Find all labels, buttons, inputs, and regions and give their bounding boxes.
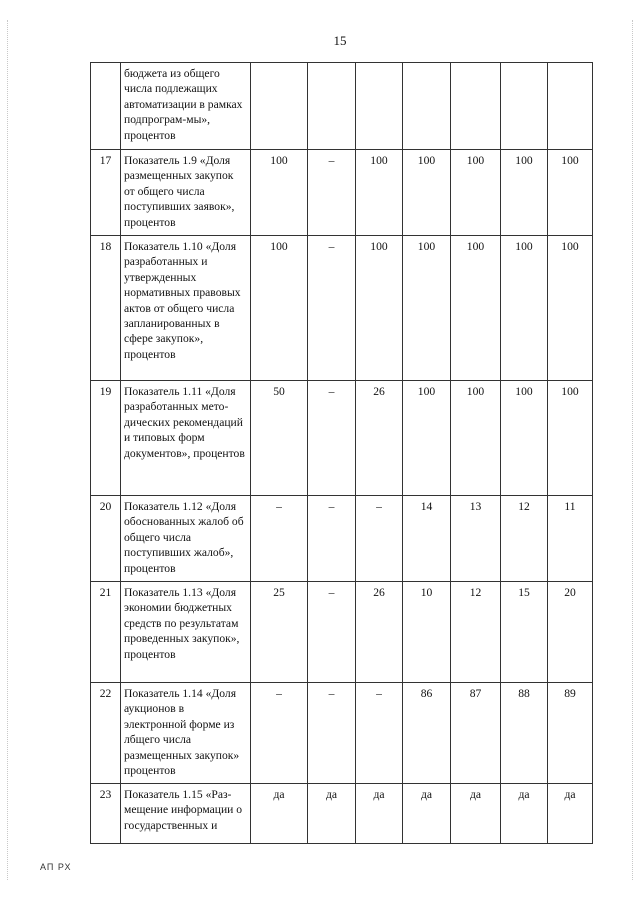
indicators-table bbox=[90, 62, 593, 844]
indicator-name: Показатель 1.10 «Доля разработанных и утвержденных нормативных правовых актов от общего числа запланированных в сфере закупок», процентов bbox=[121, 236, 251, 381]
value-cell: – bbox=[251, 683, 308, 784]
value-cell: да bbox=[501, 784, 548, 844]
value-cell: 20 bbox=[548, 582, 593, 683]
value-cell: 86 bbox=[403, 683, 451, 784]
value-cell: 14 bbox=[403, 496, 451, 582]
value-cell: 100 bbox=[451, 236, 501, 381]
value-cell: – bbox=[308, 381, 356, 496]
value-cell: – bbox=[308, 496, 356, 582]
value-cell: 100 bbox=[403, 150, 451, 236]
row-number: 18 bbox=[91, 236, 121, 381]
indicator-name: Показатель 1.15 «Раз-мещение информации о государственных и bbox=[121, 784, 251, 844]
row-number: 19 bbox=[91, 381, 121, 496]
value-cell bbox=[308, 63, 356, 150]
indicator-name: Показатель 1.14 «Доля аукционов в электронной форме из лбщего числа размещенных закупок» процентов bbox=[121, 683, 251, 784]
value-cell: 25 bbox=[251, 582, 308, 683]
value-cell: 89 bbox=[548, 683, 593, 784]
value-cell: 88 bbox=[501, 683, 548, 784]
value-cell: 100 bbox=[501, 381, 548, 496]
value-cell: 11 bbox=[548, 496, 593, 582]
value-cell: – bbox=[356, 496, 403, 582]
value-cell: да bbox=[548, 784, 593, 844]
indicator-name: Показатель 1.12 «Доля обоснованных жалоб об общего числа поступивших жалоб», процентов bbox=[121, 496, 251, 582]
table-row bbox=[91, 63, 593, 150]
value-cell: 12 bbox=[451, 582, 501, 683]
value-cell: 100 bbox=[251, 150, 308, 236]
value-cell: 100 bbox=[356, 150, 403, 236]
table-row bbox=[91, 381, 593, 496]
table-row bbox=[91, 496, 593, 582]
value-cell: – bbox=[308, 683, 356, 784]
value-cell: 100 bbox=[403, 236, 451, 381]
value-cell: да bbox=[356, 784, 403, 844]
value-cell: 100 bbox=[451, 150, 501, 236]
row-number: 17 bbox=[91, 150, 121, 236]
right-margin-line bbox=[632, 20, 633, 880]
value-cell: 100 bbox=[501, 236, 548, 381]
footer-stamp: АП РХ bbox=[40, 862, 72, 872]
value-cell: 12 bbox=[501, 496, 548, 582]
row-number: 21 bbox=[91, 582, 121, 683]
value-cell bbox=[451, 63, 501, 150]
value-cell: да bbox=[403, 784, 451, 844]
value-cell: 100 bbox=[403, 381, 451, 496]
indicator-name: Показатель 1.11 «Доля разработанных мето-дических рекомендаций и типовых форм документов», процентов bbox=[121, 381, 251, 496]
table-row bbox=[91, 236, 593, 381]
value-cell: 100 bbox=[548, 236, 593, 381]
value-cell: 100 bbox=[451, 381, 501, 496]
value-cell: 100 bbox=[356, 236, 403, 381]
value-cell: 100 bbox=[548, 381, 593, 496]
row-number bbox=[91, 63, 121, 150]
value-cell: – bbox=[356, 683, 403, 784]
left-margin-line bbox=[7, 20, 8, 880]
value-cell bbox=[501, 63, 548, 150]
value-cell: – bbox=[308, 582, 356, 683]
value-cell: да bbox=[251, 784, 308, 844]
value-cell: 15 bbox=[501, 582, 548, 683]
value-cell bbox=[548, 63, 593, 150]
value-cell: 100 bbox=[548, 150, 593, 236]
table-row bbox=[91, 784, 593, 844]
page-number: 15 bbox=[333, 33, 347, 48]
value-cell: 100 bbox=[501, 150, 548, 236]
indicator-name: бюджета из общего числа подлежащих автоматизации в рамках подпрограм-мы», процентов bbox=[121, 63, 251, 150]
indicator-name: Показатель 1.9 «Доля размещенных закупок от общего числа поступивших заявок», процентов bbox=[121, 150, 251, 236]
table-row bbox=[91, 582, 593, 683]
value-cell: 87 bbox=[451, 683, 501, 784]
value-cell: 13 bbox=[451, 496, 501, 582]
value-cell bbox=[251, 63, 308, 150]
value-cell: да bbox=[308, 784, 356, 844]
indicator-name: Показатель 1.13 «Доля экономии бюджетных средств по результатам проведенных закупок», процентов bbox=[121, 582, 251, 683]
value-cell bbox=[403, 63, 451, 150]
row-number: 22 bbox=[91, 683, 121, 784]
value-cell: – bbox=[251, 496, 308, 582]
value-cell: – bbox=[308, 150, 356, 236]
value-cell: 26 bbox=[356, 381, 403, 496]
row-number: 20 bbox=[91, 496, 121, 582]
value-cell bbox=[356, 63, 403, 150]
value-cell: – bbox=[308, 236, 356, 381]
value-cell: 50 bbox=[251, 381, 308, 496]
value-cell: 26 bbox=[356, 582, 403, 683]
value-cell: 100 bbox=[251, 236, 308, 381]
table-row bbox=[91, 683, 593, 784]
value-cell: да bbox=[451, 784, 501, 844]
value-cell: 10 bbox=[403, 582, 451, 683]
table-row bbox=[91, 150, 593, 236]
row-number: 23 bbox=[91, 784, 121, 844]
